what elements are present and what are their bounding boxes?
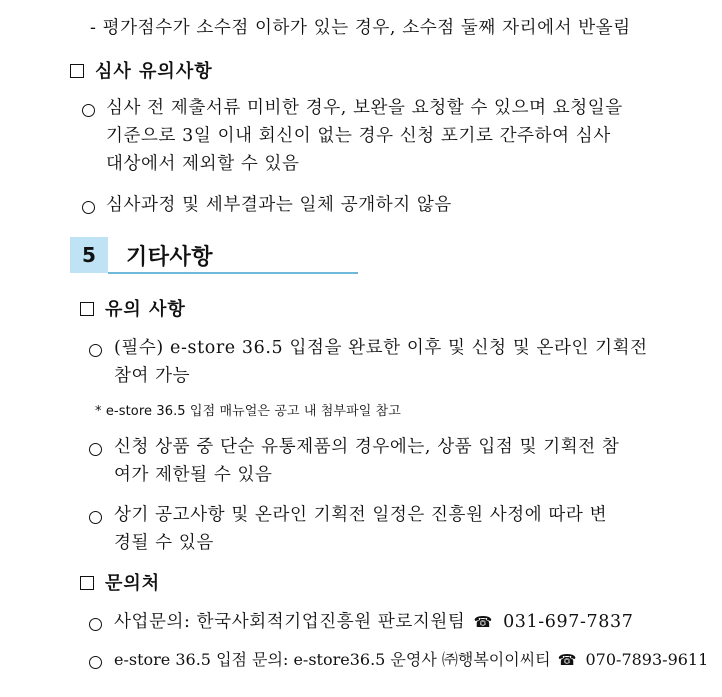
bullet-circle-icon	[89, 618, 102, 631]
note-line: 경될 수 있음	[114, 533, 214, 553]
section-number: 5	[70, 237, 108, 273]
review-notes-heading: 심사 유의사항	[95, 61, 213, 82]
contact-phone: 070-7893-9611	[585, 650, 709, 669]
note-line: (필수) e-store 36.5 입점을 완료한 이후 및 신청 및 온라인 기획전	[114, 338, 648, 358]
contact-item	[114, 608, 633, 636]
bullet-circle-icon	[89, 656, 102, 669]
phone-icon: ☎	[557, 651, 577, 669]
review-note-line: 대상에서 제외할 수 있음	[106, 154, 300, 174]
contact-item	[114, 646, 708, 674]
note-line: 상기 공고사항 및 온라인 기획전 일정은 진흥원 사정에 따라 변	[114, 505, 608, 525]
section-title: 기타사항	[126, 245, 214, 270]
bullet-circle-icon	[82, 104, 95, 117]
review-note-line: 심사 전 제출서류 미비한 경우, 보완을 요청할 수 있으며 요청일을	[106, 98, 623, 118]
bullet-circle-icon	[89, 443, 102, 456]
review-note-line: 심사과정 및 세부결과는 일체 공개하지 않음	[106, 195, 452, 215]
note-line: 참여 가능	[114, 366, 191, 386]
bullet-circle-icon	[82, 201, 95, 214]
top-note: - 평가점수가 소수점 이하가 있는 경우, 소수점 둘째 자리에서 반올림	[90, 18, 631, 38]
note-line: 여가 제한될 수 있음	[114, 465, 273, 485]
bullet-circle-icon	[89, 344, 102, 357]
checkbox-icon	[80, 576, 94, 590]
review-note-line: 기준으로 3일 이내 회신이 없는 경우 신청 포기로 간주하여 심사	[106, 126, 611, 146]
contact-label: 사업문의: 한국사회적기업진흥원 판로지원팀	[114, 612, 466, 632]
checkbox-icon	[80, 302, 94, 316]
checkbox-icon	[70, 64, 84, 78]
note-line: 신청 상품 중 단순 유통제품의 경우에는, 상품 입점 및 기획전 참	[114, 437, 620, 457]
contact-label: e-store 36.5 입점 문의: e-store36.5 운영사 ㈜행복이이씨티	[114, 650, 551, 669]
contact-phone: 031-697-7837	[503, 612, 634, 632]
contacts-heading: 문의처	[105, 573, 161, 594]
section-divider	[108, 272, 358, 274]
manual-note: * e-store 36.5 입점 매뉴얼은 공고 내 첨부파일 참고	[95, 404, 401, 419]
phone-icon: ☎	[473, 613, 493, 631]
notes-heading: 유의 사항	[105, 299, 186, 320]
bullet-circle-icon	[89, 511, 102, 524]
